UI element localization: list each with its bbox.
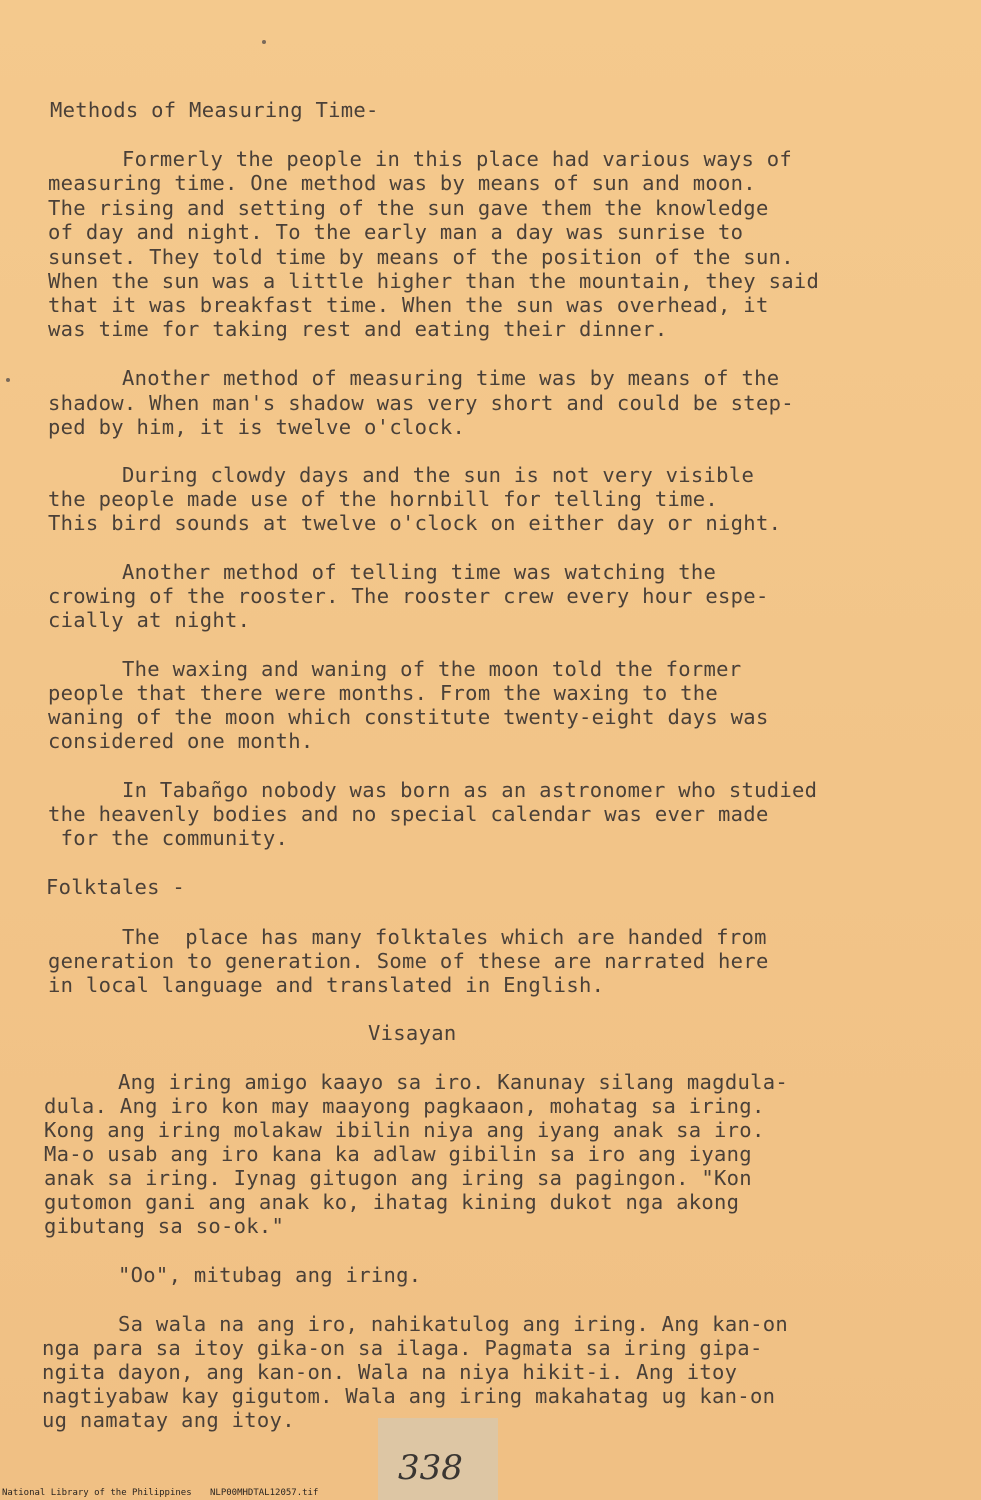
text-line: Kong ang iring molakaw ibilin niya ang iyang anak sa iro.: [44, 1118, 765, 1142]
text-line: ngita dayon, ang kan-on. Wala na niya hikit-i. Ang itoy: [42, 1360, 738, 1384]
text-line: The rising and setting of the sun gave them the knowledge: [48, 196, 769, 220]
text-line: shadow. When man's shadow was very short and could be step-: [48, 391, 794, 415]
text-line: ped by him, it is twelve o'clock.: [48, 415, 466, 439]
text-line: considered one month.: [48, 729, 314, 753]
text-line: in local language and translated in English.: [48, 973, 605, 997]
text-line: Formerly the people in this place had various ways of: [122, 147, 793, 171]
text-line: Ang iring amigo kaayo sa iro. Kanunay silang magdula-: [118, 1070, 789, 1094]
text-line: for the community.: [48, 826, 289, 850]
text-line: sunset. They told time by means of the position of the sun.: [48, 245, 794, 269]
text-line: This bird sounds at twelve o'clock on either day or night.: [48, 511, 782, 535]
text-line: was time for taking rest and eating their dinner.: [48, 317, 668, 341]
text-line: Another method of measuring time was by means of the: [122, 366, 780, 390]
text-line: that it was breakfast time. When the sun was overhead, it: [48, 293, 769, 317]
text-line: ug namatay ang itoy.: [42, 1408, 295, 1432]
section-heading-folktales: Folktales -: [46, 875, 186, 899]
ink-speck: [6, 378, 10, 382]
text-line: The place has many folktales which are handed from: [122, 925, 767, 949]
text-line: gibutang sa so-ok.": [44, 1214, 285, 1238]
footer-library-name: National Library of the Philippines: [2, 1488, 192, 1498]
text-line: Ma-o usab ang iro kana ka adlaw gibilin sa iro ang iyang: [44, 1142, 752, 1166]
text-line: Another method of telling time was watching the: [122, 560, 717, 584]
text-line: cially at night.: [48, 608, 251, 632]
text-line: gutomon gani ang anak ko, ihatag kining dukot nga akong: [44, 1190, 740, 1214]
text-line: During clowdy days and the sun is not very visible: [122, 463, 755, 487]
text-line: anak sa iring. Iynag gitugon ang iring sa pagingon. "Kon: [44, 1166, 752, 1190]
text-line: of day and night. To the early man a day was sunrise to: [48, 220, 744, 244]
footer-file-name: NLP00MHDTAL12057.tif: [210, 1488, 319, 1498]
text-line: Sa wala na ang iro, nahikatulog ang iring. Ang kan-on: [118, 1312, 789, 1336]
text-line: In Tabañgo nobody was born as an astronomer who studied: [122, 778, 818, 802]
text-line: dula. Ang iro kon may maayong pagkaaon, mohatag sa iring.: [44, 1094, 765, 1118]
text-line: crowing of the rooster. The rooster crew every hour espe-: [48, 584, 769, 608]
text-line: "Oo", mitubag ang iring.: [118, 1263, 422, 1287]
ink-speck: [262, 40, 266, 44]
text-line: When the sun was a little higher than the mountain, they said: [48, 269, 820, 293]
text-line: measuring time. One method was by means of sun and moon.: [48, 171, 756, 195]
text-line: the heavenly bodies and no special calendar was ever made: [48, 802, 769, 826]
section-heading-methods: Methods of Measuring Time-: [50, 98, 379, 122]
text-line: the people made use of the hornbill for telling time.: [48, 487, 719, 511]
language-heading: Visayan: [368, 1021, 457, 1045]
text-line: nagtiyabaw kay gigutom. Wala ang iring makahatag ug kan-on: [42, 1384, 776, 1408]
text-line: nga para sa itoy gika-on sa ilaga. Pagmata sa iring gipa-: [42, 1336, 763, 1360]
text-line: waning of the moon which constitute twenty-eight days was: [48, 705, 769, 729]
text-line: people that there were months. From the waxing to the: [48, 681, 719, 705]
text-line: generation to generation. Some of these are narrated here: [48, 949, 769, 973]
text-line: The waxing and waning of the moon told the former: [122, 657, 742, 681]
page-number: 338: [398, 1448, 463, 1488]
